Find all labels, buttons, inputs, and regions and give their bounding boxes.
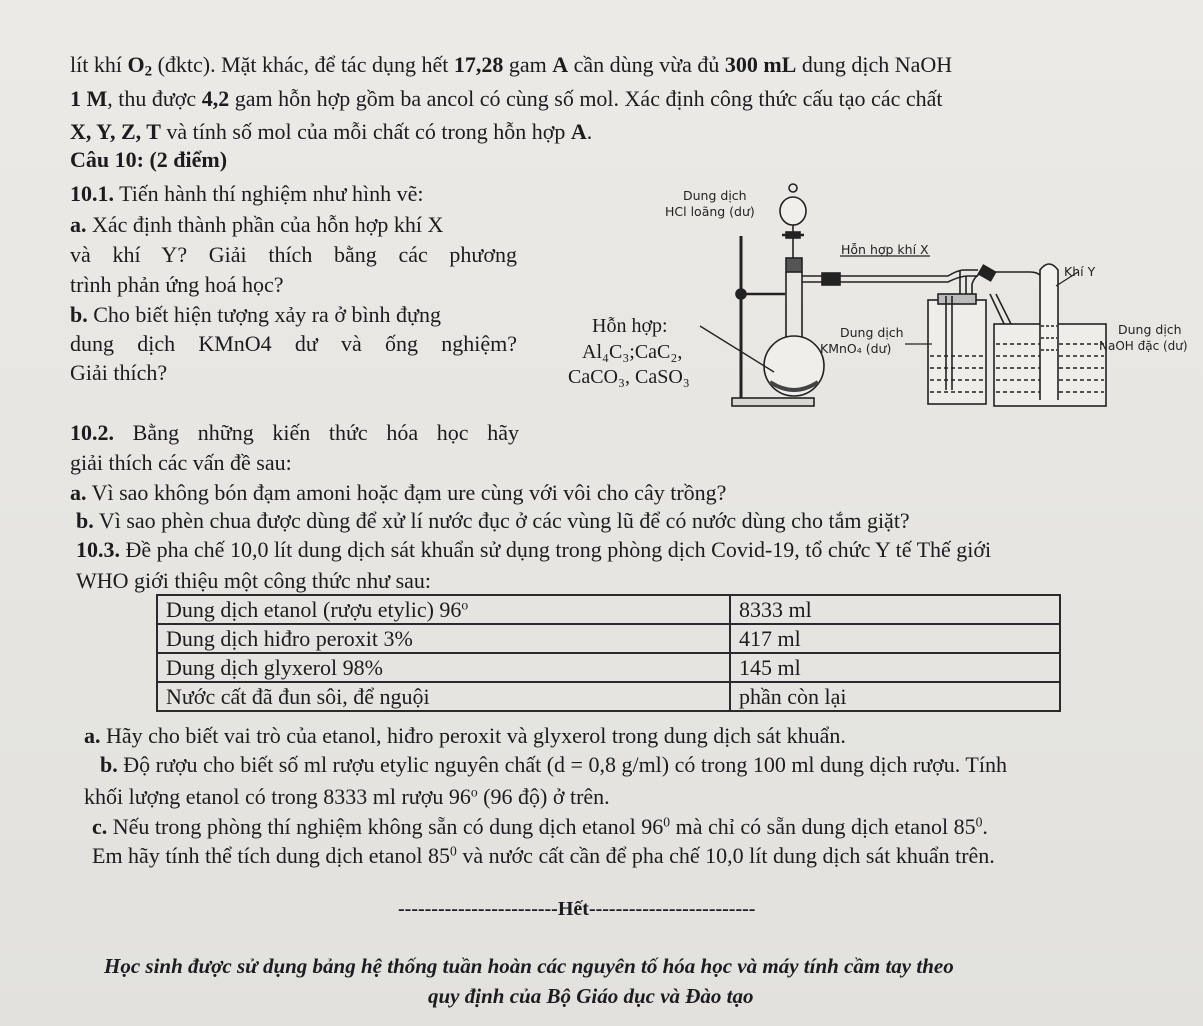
part-10-1-a-line-1: a. Xác định thành phần của hỗn hợp khí X <box>70 212 444 237</box>
part-10-1-b-line-2: dung dịch KMnO4 dư và ống nghiệm? <box>70 331 517 356</box>
part-10-3-b-line-2: khối lượng etanol có trong 8333 ml rượu 96$^o$ (96 độ) ở trên. <box>84 784 610 809</box>
ingredient-cell: Dung dịch hiđro peroxit 3% <box>157 624 730 653</box>
mixture-label-line-3: CaCO₃, CaSO₃ <box>568 366 690 388</box>
footnote-line-1: Học sinh được sử dụng bảng hệ thống tuần hoàn các nguyên tố hóa học và máy tính cầm tay theo <box>104 954 954 978</box>
part-10-3-a: a. Hãy cho biết vai trò của etanol, hiđro peroxit và glyxerol trong dung dịch sát khuẩn. <box>84 723 846 748</box>
part-10-1-a-line-3: trình phản ứng hoá học? <box>70 272 284 297</box>
amount-cell: 145 ml <box>730 653 1060 682</box>
part-10-3-c-line-2: Em hãy tính thể tích dung dịch etanol $85^0$ và nước cất cần để pha chế 10,0 lít dung dịch sát khuẩn trên. <box>92 843 995 868</box>
hcl-label-line-1: Dung dịch <box>683 188 747 203</box>
mixture-label-line-1: Hỗn hợp: <box>592 315 668 337</box>
sanitizer-recipe-table <box>156 594 1061 712</box>
ingredient-cell: Nước cất đã đun sôi, để nguội <box>157 682 730 711</box>
footnote-line-2: quy định của Bộ Giáo dục và Đào tạo <box>428 984 754 1008</box>
intro-line-1: lít khí $O_2$ (đktc). Mặt khác, để tác dụng hết 17,28 gam A cần dùng vừa đủ 300 mL dung dịch NaOH <box>70 52 953 80</box>
part-10-1-b-line-3: Giải thích? <box>70 360 168 385</box>
question-title: Câu 10: (2 điểm) <box>70 147 228 172</box>
part-10-3-line-1: 10.3. Đề pha chế 10,0 lít dung dịch sát khuẩn sử dụng trong phòng dịch Covid-19, tổ chức Y tế Thế giới <box>76 537 992 562</box>
naoh-label-line-2: NaOH đặc (dư) <box>1099 339 1188 353</box>
kmno4-label-line-1: Dung dịch <box>840 325 904 340</box>
intro-line-3: X, Y, Z, T và tính số mol của mỗi chất có trong hỗn hợp A. <box>70 119 593 144</box>
part-10-3-c-line-1: c. Nếu trong phòng thí nghiệm không sẵn có dung dịch etanol $96^0$ mà chỉ có sẵn dung dịch etanol $85^0$. <box>92 814 988 839</box>
ingredient-cell: Dung dịch etanol (rượu etylic) 96$^o$ <box>157 595 730 624</box>
part-10-2-a: a. Vì sao không bón đạm amoni hoặc đạm ure cùng với vôi cho cây trồng? <box>70 480 727 505</box>
part-10-2-line-1: 10.2. Bằng những kiến thức hóa học hãy <box>70 420 519 445</box>
gas-y-label: Khí Y <box>1064 264 1096 279</box>
gas-y-test-tube <box>1040 264 1058 400</box>
ingredient-cell: Dung dịch glyxerol 98% <box>157 653 730 682</box>
part-10-2-line-2: giải thích các vấn đề sau: <box>70 450 292 475</box>
kmno4-bottle <box>928 300 986 404</box>
amount-cell: phần còn lại <box>730 682 1060 711</box>
part-10-1-b-line-1: b. Cho biết hiện tượng xảy ra ở bình đựng <box>70 302 441 327</box>
reaction-flask <box>764 336 824 396</box>
amount-cell: 8333 ml <box>730 595 1060 624</box>
table-row <box>157 653 1060 682</box>
part-10-3-line-2: WHO giới thiệu một công thức như sau: <box>76 568 432 593</box>
table-row <box>157 624 1060 653</box>
intro-line-2: 1 M, thu được 4,2 gam hỗn hợp gồm ba ancol có cùng số mol. Xác định công thức cấu tạo các chất <box>70 86 943 111</box>
separatory-funnel <box>780 197 806 225</box>
gas-x-label: Hỗn hợp khí X <box>841 242 929 257</box>
part-10-2-b: b. Vì sao phèn chua được dùng để xử lí nước đục ở các vùng lũ để có nước dùng cho tắm giặt? <box>76 508 910 533</box>
end-marker: ------------------------Hết------------------------- <box>398 898 756 920</box>
mixture-label-line-2: Al₄C₃;CaC₂, <box>582 341 683 363</box>
part-10-3-b-line-1: b. Độ rượu cho biết số ml rượu etylic nguyên chất (d = 0,8 g/ml) có trong 100 ml dung dịch rượu. Tính <box>100 752 1007 777</box>
table-row <box>157 682 1060 711</box>
amount-cell: 417 ml <box>730 624 1060 653</box>
part-10-1-heading: 10.1. Tiến hành thí nghiệm như hình vẽ: <box>70 181 424 206</box>
table-row <box>157 595 1060 624</box>
stand-base <box>732 398 814 406</box>
naoh-label-line-1: Dung dịch <box>1118 322 1182 337</box>
kmno4-label-line-2: KMnO₄ (dư) <box>820 341 892 356</box>
hcl-label-line-2: HCl loãng (dư) <box>665 204 755 219</box>
part-10-1-a-line-2: và khí Y? Giải thích bằng các phương <box>70 242 517 267</box>
